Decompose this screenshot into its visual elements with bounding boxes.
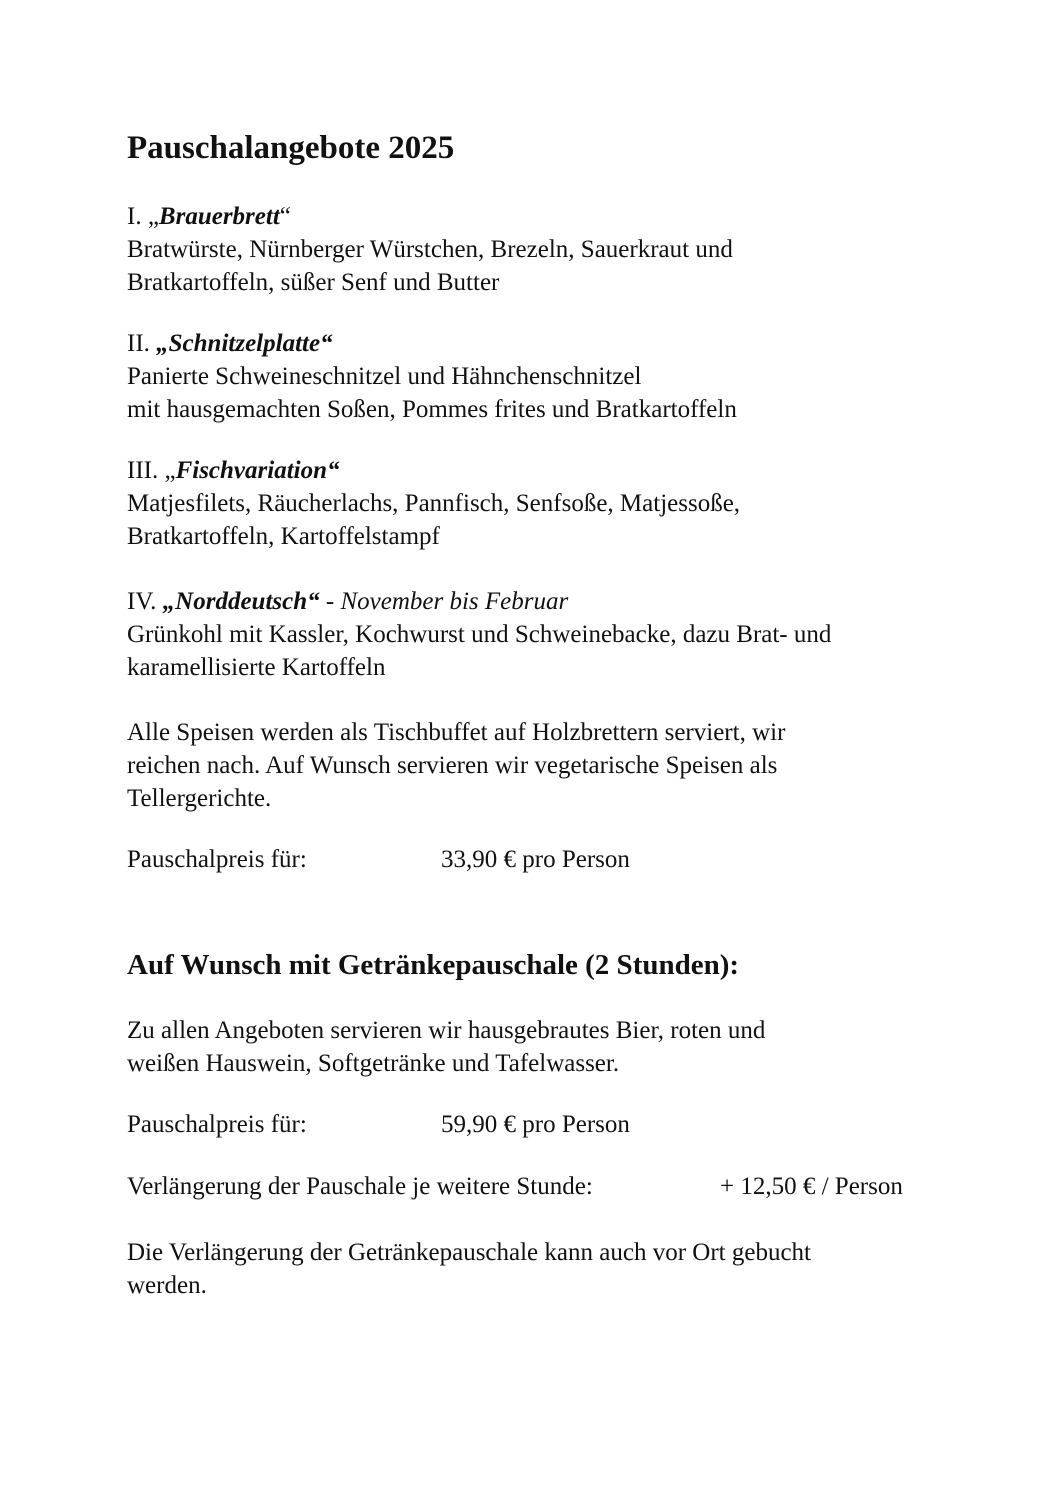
page-title: Pauschalangebote 2025 bbox=[127, 130, 455, 166]
final-note-line: werden. bbox=[127, 1272, 207, 1299]
drinks-price-label: Pauschalpreis für: bbox=[127, 1111, 307, 1138]
offer-name: Fischvariation“ bbox=[175, 457, 340, 484]
drinks-description-line: Zu allen Angeboten servieren wir hausgebrautes Bier, roten und bbox=[127, 1017, 766, 1044]
offer-description-line: Grünkohl mit Kassler, Kochwurst und Schweinebacke, dazu Brat- und bbox=[127, 621, 832, 648]
offer-season: November bis Februar bbox=[340, 588, 569, 615]
final-note-line: Die Verlängerung der Getränkepauschale kann auch vor Ort gebucht bbox=[127, 1239, 811, 1266]
offer-heading-3 bbox=[127, 454, 340, 487]
offer-description-line: Bratwürste, Nürnberger Würstchen, Brezeln, Sauerkraut und bbox=[127, 236, 733, 263]
offer-name: „Schnitzelplatte“ bbox=[156, 330, 333, 357]
offer-dash: - bbox=[319, 588, 341, 615]
offer-description-line: Panierte Schweineschnitzel und Hähnchenschnitzel bbox=[127, 363, 642, 390]
offer-description-line: karamellisierte Kartoffeln bbox=[127, 654, 386, 681]
service-note-line: Alle Speisen werden als Tischbuffet auf Holzbrettern serviert, wir bbox=[127, 719, 786, 746]
offer-numeral: IV. bbox=[127, 588, 163, 615]
extension-amount: + 12,50 € / Person bbox=[720, 1173, 903, 1200]
offer-description-line: Bratkartoffeln, Kartoffelstampf bbox=[127, 523, 440, 550]
drinks-price-amount: 59,90 € pro Person bbox=[441, 1111, 630, 1138]
drinks-section-title: Auf Wunsch mit Getränkepauschale (2 Stunden): bbox=[127, 949, 740, 981]
service-note-line: Tellergerichte. bbox=[127, 785, 272, 812]
offer-numeral: II. bbox=[127, 330, 157, 357]
extension-label: Verlängerung der Pauschale je weitere Stunde: bbox=[127, 1173, 593, 1200]
offer-heading-1 bbox=[127, 200, 291, 233]
offer-description-line: mit hausgemachten Soßen, Pommes frites und Bratkartoffeln bbox=[127, 396, 737, 423]
price-amount: 33,90 € pro Person bbox=[441, 846, 630, 873]
service-note-line: reichen nach. Auf Wunsch servieren wir vegetarische Speisen als bbox=[127, 752, 778, 779]
offer-heading-4 bbox=[127, 585, 568, 618]
offer-description-line: Bratkartoffeln, süßer Senf und Butter bbox=[127, 269, 500, 296]
drinks-description-line: weißen Hauswein, Softgetränke und Tafelwasser. bbox=[127, 1050, 620, 1077]
offer-numeral: III. „ bbox=[127, 457, 176, 484]
price-label: Pauschalpreis für: bbox=[127, 846, 307, 873]
offer-numeral: I. „ bbox=[127, 203, 159, 230]
offer-heading-2 bbox=[127, 327, 333, 360]
offer-description-line: Matjesfilets, Räucherlachs, Pannfisch, Senfsoße, Matjessoße, bbox=[127, 490, 741, 517]
offer-name: „Norddeutsch“ bbox=[162, 588, 320, 615]
offer-name: Brauerbrett bbox=[158, 203, 280, 230]
offer-close-quote: “ bbox=[279, 203, 291, 230]
